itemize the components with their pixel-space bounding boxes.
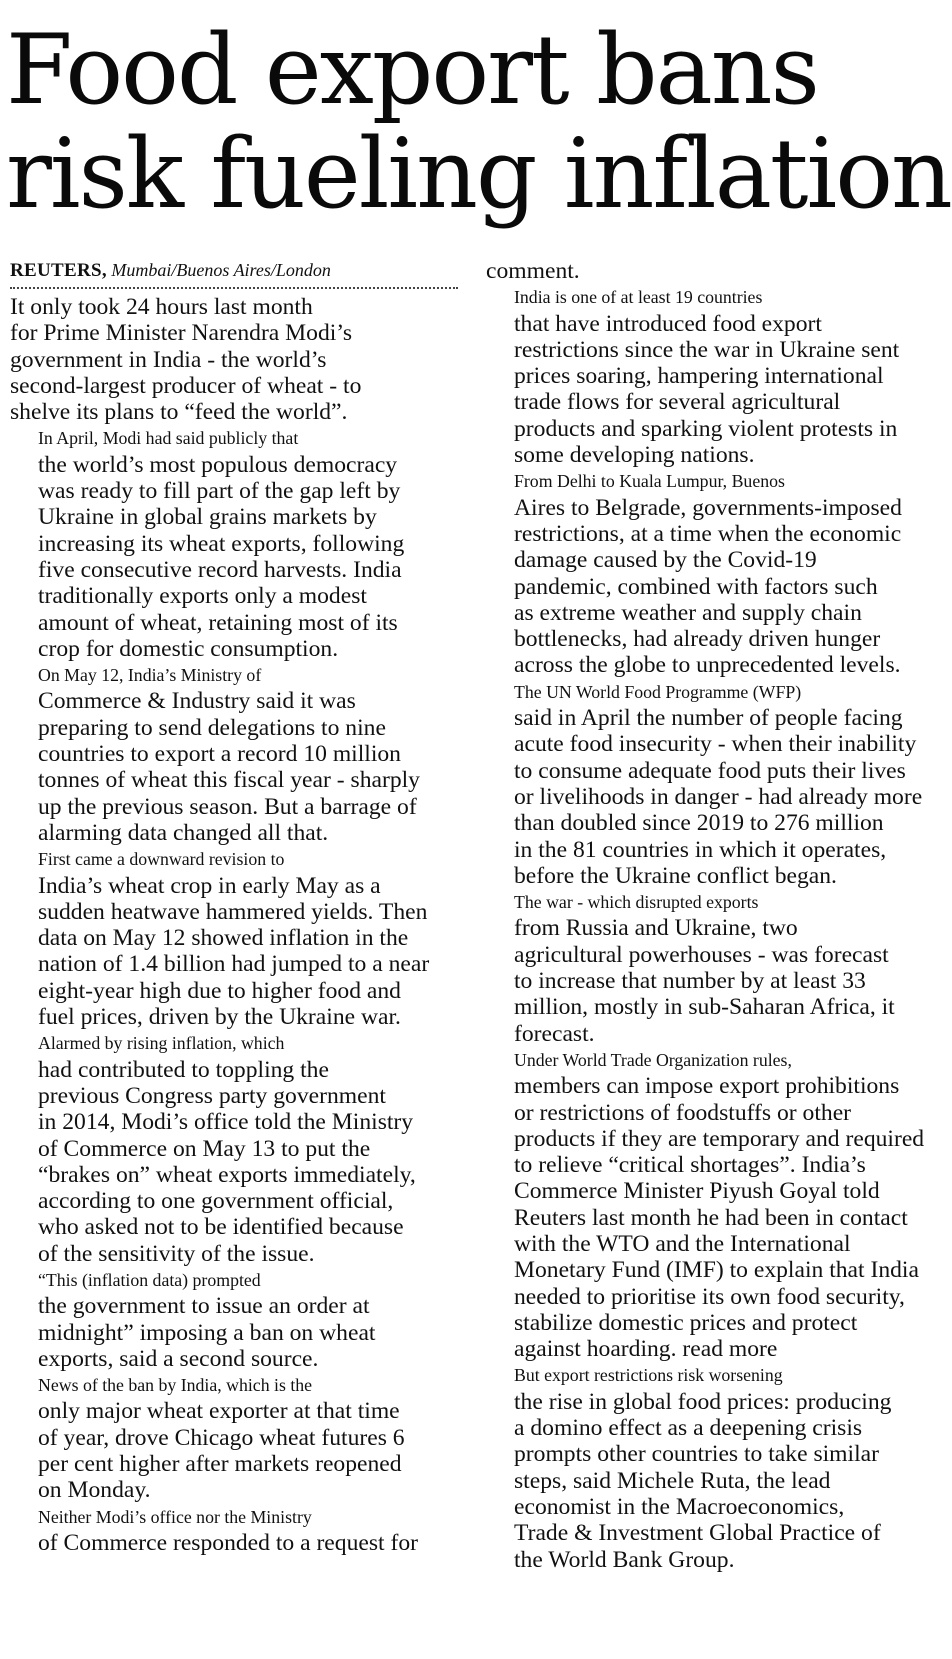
text-line: The war - which disrupted exports <box>514 892 759 913</box>
text-line: a domino effect as a deepening crisis <box>514 1415 863 1442</box>
article-paragraph <box>10 425 458 662</box>
text-line: government in India - the world’s <box>10 346 327 373</box>
text-line: in 2014, Modi’s office told the Ministry <box>38 1109 414 1136</box>
text-line: or restrictions of foodstuffs or other <box>514 1099 852 1126</box>
text-line: Commerce & Industry said it was <box>38 688 356 715</box>
text-line: second-largest producer of wheat - to <box>10 372 362 399</box>
text-line: Alarmed by rising inflation, which <box>38 1033 285 1054</box>
text-line: restrictions since the war in Ukraine sent <box>514 336 900 363</box>
text-line: increasing its wheat exports, following <box>38 530 405 557</box>
text-line: alarming data changed all that. <box>38 819 329 846</box>
text-line: fuel prices, driven by the Ukraine war. <box>38 1004 401 1031</box>
text-line: restrictions, at a time when the economic <box>514 520 902 547</box>
text-line: the world’s most populous democracy <box>38 451 398 478</box>
text-line: products if they are temporary and required <box>514 1125 925 1152</box>
article-paragraph <box>10 1267 458 1372</box>
text-line: members can impose export prohibitions <box>514 1073 900 1100</box>
text-line: as extreme weather and supply chain <box>514 599 862 626</box>
article-paragraph <box>486 679 942 889</box>
text-line: exports, said a second source. <box>38 1345 319 1372</box>
text-line: crop for domestic consumption. <box>38 635 339 662</box>
text-line: Under World Trade Organization rules, <box>514 1049 792 1070</box>
text-line: On May 12, India’s Ministry of <box>38 665 262 686</box>
text-line: nation of 1.4 billion had jumped to a near <box>38 951 430 978</box>
text-line: stabilize domestic prices and protect <box>514 1309 858 1336</box>
text-line: of the sensitivity of the issue. <box>38 1240 315 1267</box>
text-line: Reuters last month he had been in contact <box>514 1204 908 1231</box>
article-paragraph <box>10 294 458 425</box>
text-line: per cent higher after markets reopened <box>38 1451 402 1478</box>
text-line: Monetary Fund (IMF) to explain that India <box>514 1257 919 1284</box>
text-line: pandemic, combined with factors such <box>514 573 878 600</box>
text-line: who asked not to be identified because <box>38 1214 404 1241</box>
text-line: damage caused by the Covid-19 <box>514 547 817 574</box>
text-line: agricultural powerhouses - was forecast <box>514 941 889 968</box>
text-line: “brakes on” wheat exports immediately, <box>38 1161 416 1188</box>
text-line: prices soaring, hampering international <box>514 363 884 390</box>
right-column-body <box>486 258 942 1573</box>
text-line: million, mostly in sub-Saharan Africa, it <box>514 994 895 1021</box>
article-paragraph <box>10 1030 458 1267</box>
text-line: some developing nations. <box>514 442 755 469</box>
text-line: to consume adequate food puts their lives <box>514 757 906 784</box>
text-line: than doubled since 2019 to 276 million <box>514 810 884 837</box>
text-line: to relieve “critical shortages”. India’s <box>514 1152 866 1179</box>
text-line: From Delhi to Kuala Lumpur, Buenos <box>514 471 785 492</box>
text-line: prompts other countries to take similar <box>514 1441 879 1468</box>
text-line: First came a downward revision to <box>38 849 285 870</box>
text-line: eight-year high due to higher food and <box>38 977 401 1004</box>
byline-location: Mumbai/Buenos Aires/London <box>111 260 331 280</box>
text-line: Aires to Belgrade, governments-imposed <box>514 494 902 521</box>
text-line: that have introduced food export <box>514 310 822 337</box>
text-line: up the previous season. But a barrage of <box>38 793 417 820</box>
text-line: the rise in global food prices: producing <box>514 1388 892 1415</box>
text-line: of year, drove Chicago wheat futures 6 <box>38 1424 405 1451</box>
article-paragraph <box>10 1372 458 1503</box>
text-line: in the 81 countries in which it operates, <box>514 836 887 863</box>
text-line: tonnes of wheat this fiscal year - sharply <box>38 767 420 794</box>
text-line: five consecutive record harvests. India <box>38 556 402 583</box>
article-column-right <box>486 258 942 1573</box>
text-line: economist in the Macroeconomics, <box>514 1493 845 1520</box>
text-line: But export restrictions risk worsening <box>514 1365 783 1386</box>
byline <box>10 258 458 289</box>
text-line: midnight” imposing a ban on wheat <box>38 1319 376 1346</box>
text-line: amount of wheat, retaining most of its <box>38 609 398 636</box>
text-line: said in April the number of people facing <box>514 705 903 732</box>
text-line: data on May 12 showed inflation in the <box>38 925 409 952</box>
text-line: comment. <box>486 258 580 284</box>
text-line: Neither Modi’s office nor the Ministry <box>38 1506 312 1527</box>
text-line: News of the ban by India, which is the <box>38 1375 313 1396</box>
text-line: Trade & Investment Global Practice of <box>514 1520 881 1547</box>
text-line: of Commerce responded to a request for <box>38 1529 418 1556</box>
text-line: or livelihoods in danger - had already more <box>514 783 923 810</box>
article-paragraph <box>486 889 942 1047</box>
text-line: The UN World Food Programme (WFP) <box>514 681 802 702</box>
left-column-body <box>10 294 458 1556</box>
text-line: shelve its plans to “feed the world”. <box>10 399 348 426</box>
text-line: from Russia and Ukraine, two <box>514 915 798 942</box>
text-line: previous Congress party government <box>38 1082 386 1109</box>
article-column-left <box>10 258 458 1556</box>
text-line: “This (inflation data) prompted <box>38 1269 261 1290</box>
text-line: to increase that number by at least 33 <box>514 968 866 995</box>
text-line: the World Bank Group. <box>514 1546 735 1573</box>
article-paragraph <box>10 846 458 1030</box>
article-paragraph <box>10 1504 458 1557</box>
text-line: had contributed to toppling the <box>38 1056 329 1083</box>
text-line: for Prime Minister Narendra Modi’s <box>10 320 353 347</box>
article-paragraph <box>486 284 942 468</box>
headline-line-1: Food export bans <box>6 14 818 126</box>
text-line: across the globe to unprecedented levels. <box>514 652 901 679</box>
article-paragraph <box>486 258 942 284</box>
text-line: products and sparking violent protests in <box>514 415 898 442</box>
text-line: preparing to send delegations to nine <box>38 714 386 741</box>
text-line: with the WTO and the International <box>514 1230 851 1257</box>
text-line: sudden heatwave hammered yields. Then <box>38 898 428 925</box>
text-line: Ukraine in global grains markets by <box>38 504 377 531</box>
text-line: forecast. <box>514 1020 595 1047</box>
text-line: bottlenecks, had already driven hunger <box>514 626 881 653</box>
article-paragraph <box>10 662 458 846</box>
text-line: acute food insecurity - when their inability <box>514 731 917 758</box>
text-line: according to one government official, <box>38 1188 394 1215</box>
text-line: In April, Modi had said publicly that <box>38 428 299 449</box>
text-line: against hoarding. read more <box>514 1336 778 1363</box>
headline <box>6 14 951 230</box>
byline-agency: REUTERS, <box>10 260 107 281</box>
text-line: Commerce Minister Piyush Goyal told <box>514 1178 880 1205</box>
headline-line-2: risk fueling inflation <box>6 118 951 230</box>
text-line: on Monday. <box>38 1477 151 1504</box>
text-line: was ready to fill part of the gap left by <box>38 478 401 505</box>
text-line: of Commerce on May 13 to put the <box>38 1135 371 1162</box>
text-line: needed to prioritise its own food security, <box>514 1283 905 1310</box>
text-line: India’s wheat crop in early May as a <box>38 872 381 899</box>
text-line: steps, said Michele Ruta, the lead <box>514 1467 831 1494</box>
text-line: countries to export a record 10 million <box>38 741 401 768</box>
article-paragraph <box>486 1047 942 1363</box>
article-paragraph <box>486 1362 942 1572</box>
text-line: the government to issue an order at <box>38 1293 370 1320</box>
text-line: before the Ukraine conflict began. <box>514 862 837 889</box>
text-line: India is one of at least 19 countries <box>514 287 763 308</box>
text-line: only major wheat exporter at that time <box>38 1398 400 1425</box>
text-line: It only took 24 hours last month <box>10 294 313 320</box>
article-paragraph <box>486 468 942 678</box>
text-line: trade flows for several agricultural <box>514 389 841 416</box>
text-line: traditionally exports only a modest <box>38 583 367 610</box>
